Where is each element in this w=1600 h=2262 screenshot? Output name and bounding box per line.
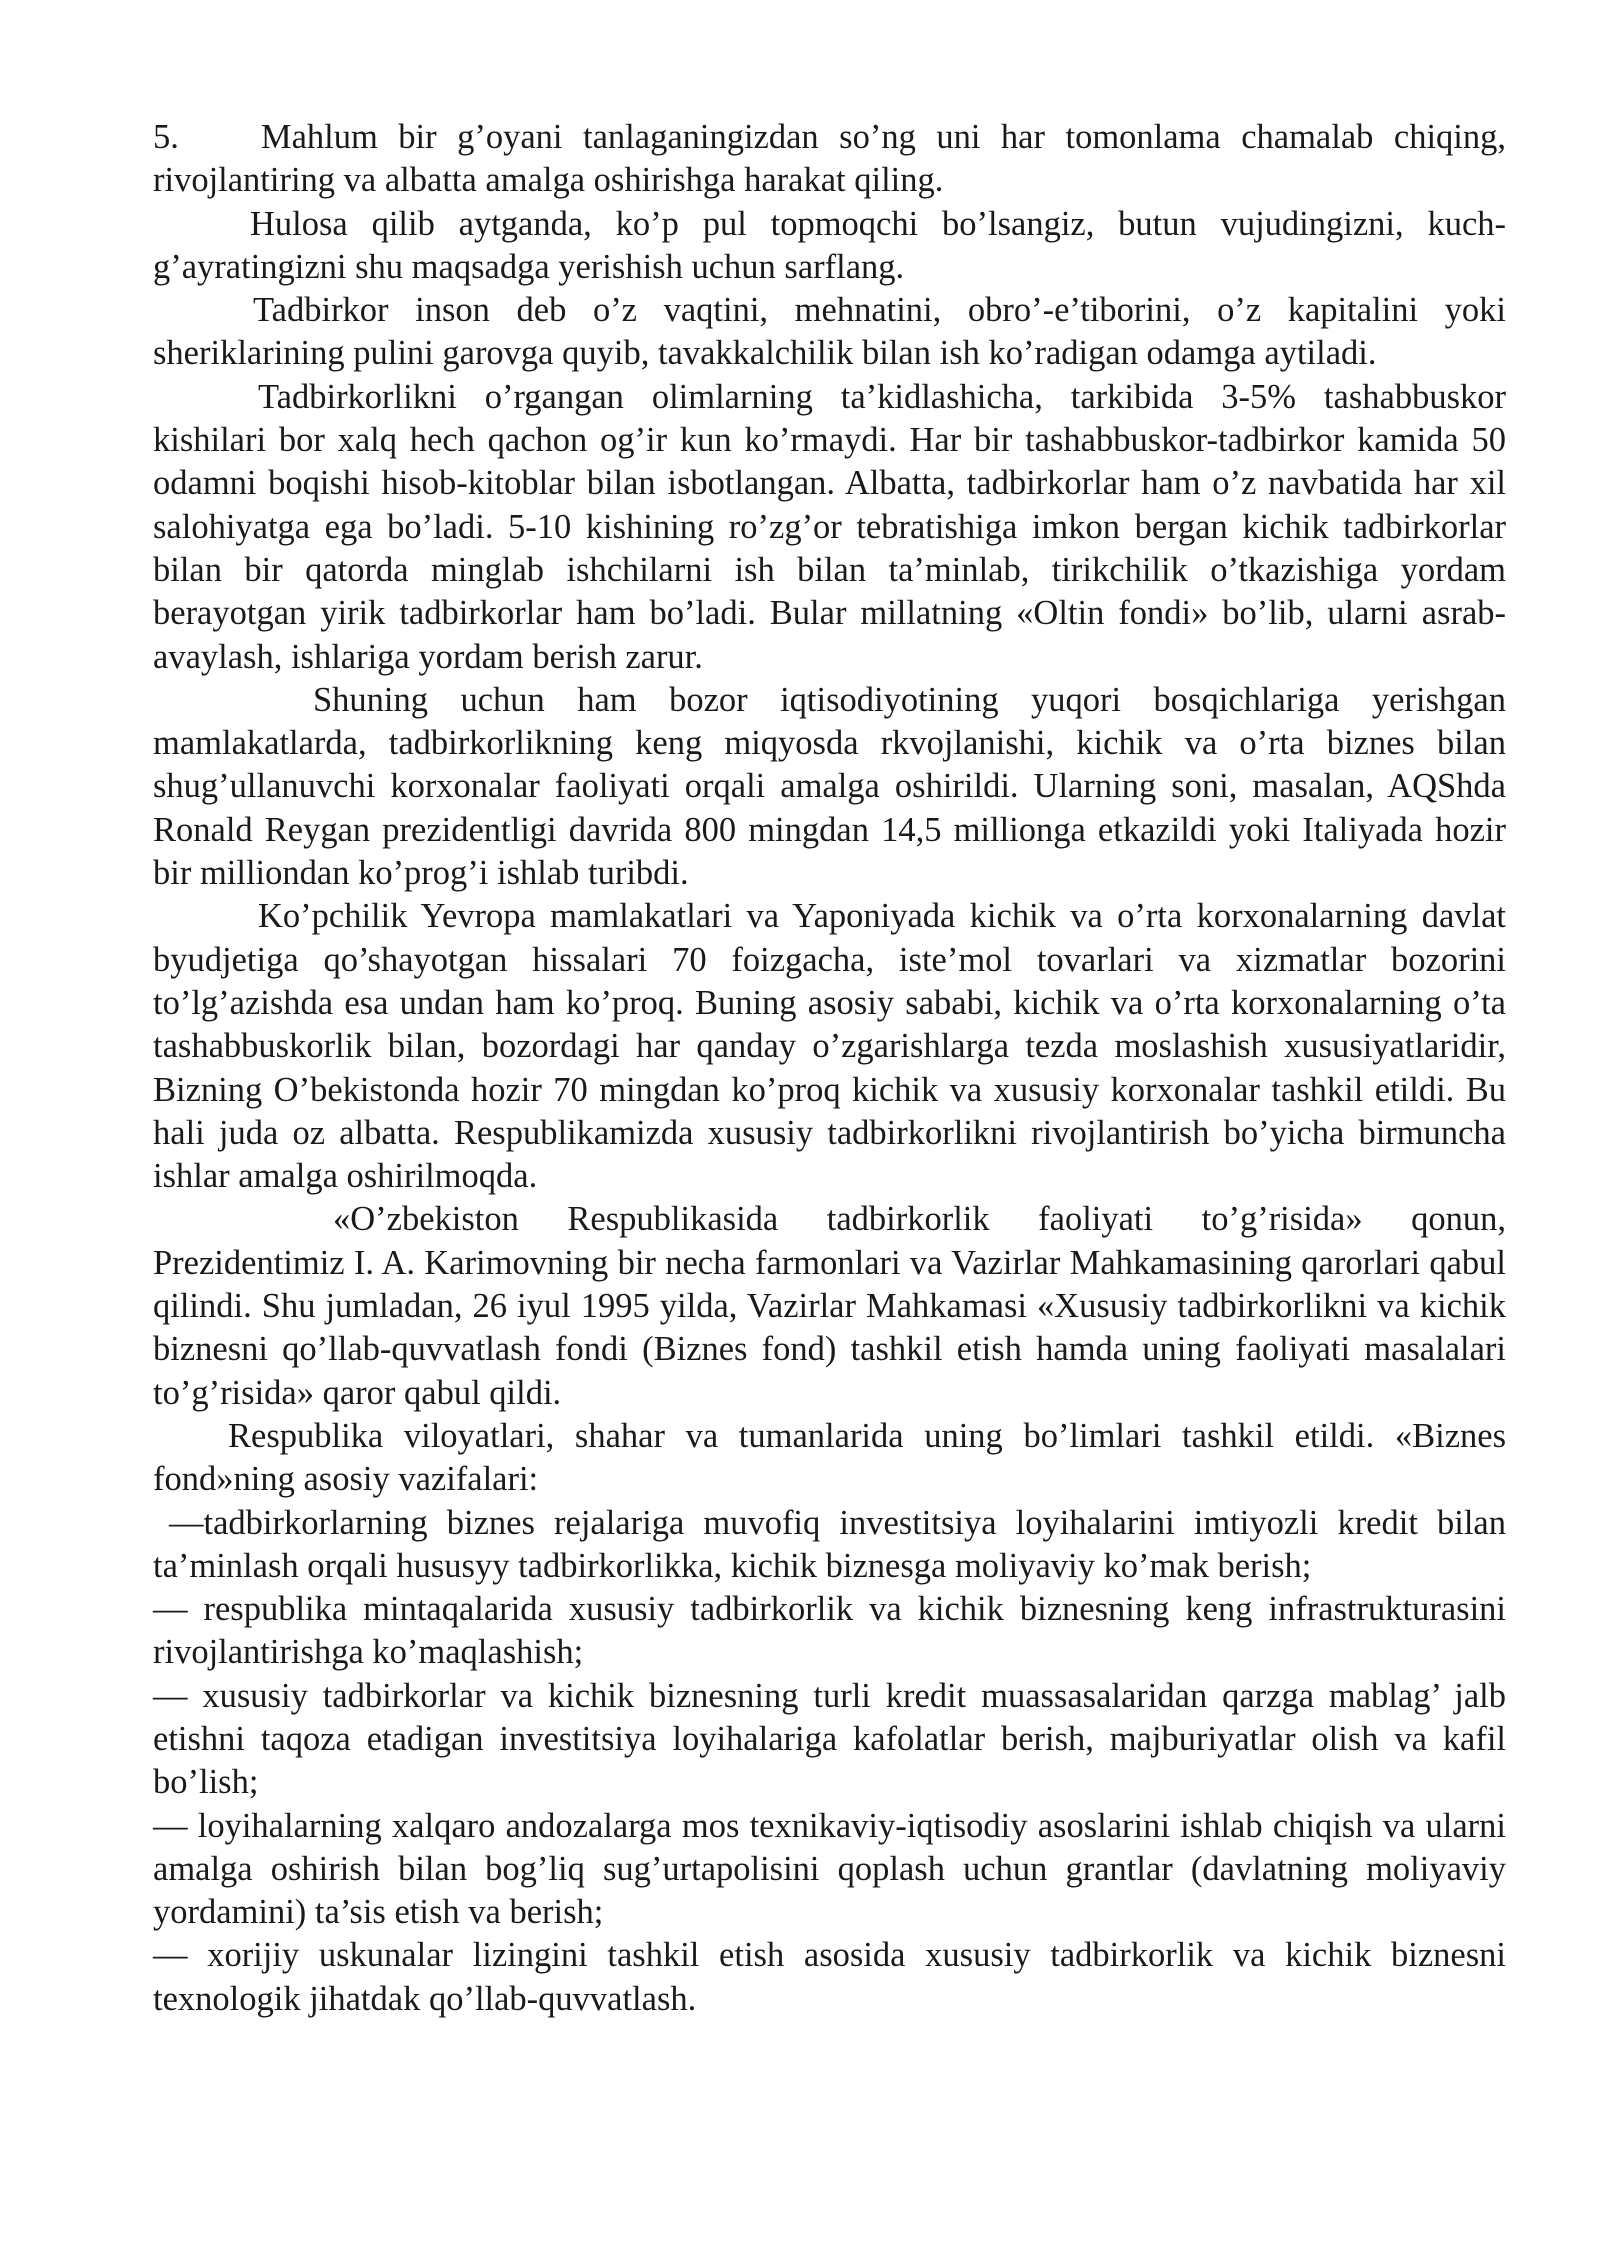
- paragraph-scientists-findings: Tadbirkorlikni o’rgangan olimlarning ta’kidlashicha, tarkibida 3-5% tashabbuskor kishilari bor xalq hech qachon og’ir kun ko’rmaydi. Har bir tashabbuskor-tadbirkor kamida 50 odamni boqishi hisob-kitoblar bilan isbotlangan. Albatta, tadbirkorlar ham o’z navbatida har xil salohiyatga ega bo’ladi. 5-10 kishining ro’zg’or tebratishiga imkon bergan kichik tadbirkorlar bilan bir qatorda minglab ishchilarni ish bilan ta’minlab, tirikchilik o’tkazishiga yordam berayotgan yirik tadbirkorlar ham bo’ladi. Bular millatning «Oltin fondi» bo’lib, ularni asrab-avaylash, ishlariga yordam berish zarur.: [153, 377, 1506, 676]
- paragraph-market-economy: Shuning uchun ham bozor iqtisodiyotining yuqori bosqichlariga yerishgan mamlakatlarda, tadbirkorlikning keng miqyosda rkvojlanishi, kichik va o’rta biznes bilan shug’ullanuvchi korxonalar faoliyati orqali amalga oshirildi. Ularning soni, masalan, AQShda Ronald Reygan prezidentligi davrida 800 mingdan 14,5 millionga etkazildi yoki Italiyada hozir bir milliondan ko’prog’i ishlab turibdi.: [153, 680, 1506, 893]
- paragraph-conclusion: Hulosa qilib aytganda, ko’p pul topmoqchi bo’lsangiz, butun vujudingizni, kuch-g’ayratingizni shu maqsadga yerishish uchun sarflang.: [153, 204, 1506, 286]
- document-page: [153, 116, 1506, 2021]
- paragraph-numbered-point-5: 5. Mahlum bir g’oyani tanlaganingizdan so’ng uni har tomonlama chamalab chiqing, rivojlantiring va albatta amalga oshirishga harakat qiling.: [153, 118, 1506, 200]
- paragraph-entrepreneur-definition: Tadbirkor inson deb o’z vaqtini, mehnatini, obro’-e’tiborini, o’z kapitalini yoki sheriklarining pulini garovga quyib, tavakkalchilik bilan ish ko’radigan odamga aytiladi.: [153, 291, 1506, 373]
- paragraph-europe-japan: Ko’pchilik Yevropa mamlakatlari va Yaponiyada kichik va o’rta korxonalarning davlat byudjetiga qo’shayotgan hissalari 70 foizgacha, iste’mol tovarlari va xizmatlar bozorini to’lg’azishda esa undan ham ko’proq. Buning asosiy sababi, kichik va o’rta korxonalarning o’ta tashabbuskorlik bilan, bozordagi har qanday o’zgarishlarga tezda moslashish xususiyatlaridir, Bizning O’bekistonda hozir 70 mingdan ko’proq kichik va xususiy korxonalar tashkil etildi. Bu hali juda oz albatta. Respublikamizda xususiy tadbirkorlikni rivojlantirish bo’yicha birmuncha ishlar amalga oshirilmoqda.: [153, 897, 1506, 1196]
- list-item: —tadbirkorlarning biznes rejalariga muvofiq investitsiya loyihalarini imtiyozli kredit bilan ta’minlash orqali hususyy tadbirkorlikka, kichik biznesga moliyaviy ko’mak berish;: [153, 1503, 1506, 1585]
- list-item: — respublika mintaqalarida xususiy tadbirkorlik va kichik biznesning keng infrastrukturasini rivojlantirishga ko’maqlashish;: [153, 1590, 1506, 1672]
- paragraph-law-and-decrees: «O’zbekiston Respublikasida tadbirkorlik faoliyati to’g’risida» qonun, Prezidentimiz I. A. Karimovning bir necha farmonlari va Vazirlar Mahkamasining qarorlari qabul qilindi. Shu jumladan, 26 iyul 1995 yilda, Vazirlar Mahkamasi «Xususiy tadbirkorlikni va kichik biznesni qo’llab-quvvatlash fondi (Biznes fond) tashkil etish hamda uning faoliyati masalalari to’g’risida» qaror qabul qildi.: [153, 1200, 1506, 1412]
- paragraph-business-fund-tasks: Respublika viloyatlari, shahar va tumanlarida uning bo’limlari tashkil etildi. «Biznes fond»ning asosiy vazifalari:: [153, 1416, 1506, 1499]
- list-item: — xorijiy uskunalar lizingini tashkil etish asosida xususiy tadbirkorlik va kichik biznesni texnologik jihatdak qo’llab-quvvatlash.: [153, 1936, 1506, 2018]
- list-item: — xususiy tadbirkorlar va kichik biznesning turli kredit muassasalaridan qarzga mablag’ jalb etishni taqoza etadigan investitsiya loyihalariga kafolatlar berish, majburiyatlar olish va kafil bo’lish;: [153, 1676, 1506, 1802]
- list-item: — loyihalarning xalqaro andozalarga mos texnikaviy-iqtisodiy asoslarini ishlab chiqish va ularni amalga oshirish bilan bog’liq sug’urtapolisini qoplash uchun grantlar (davlatning moliyaviy yordamini) ta’sis etish va berish;: [153, 1806, 1506, 1932]
